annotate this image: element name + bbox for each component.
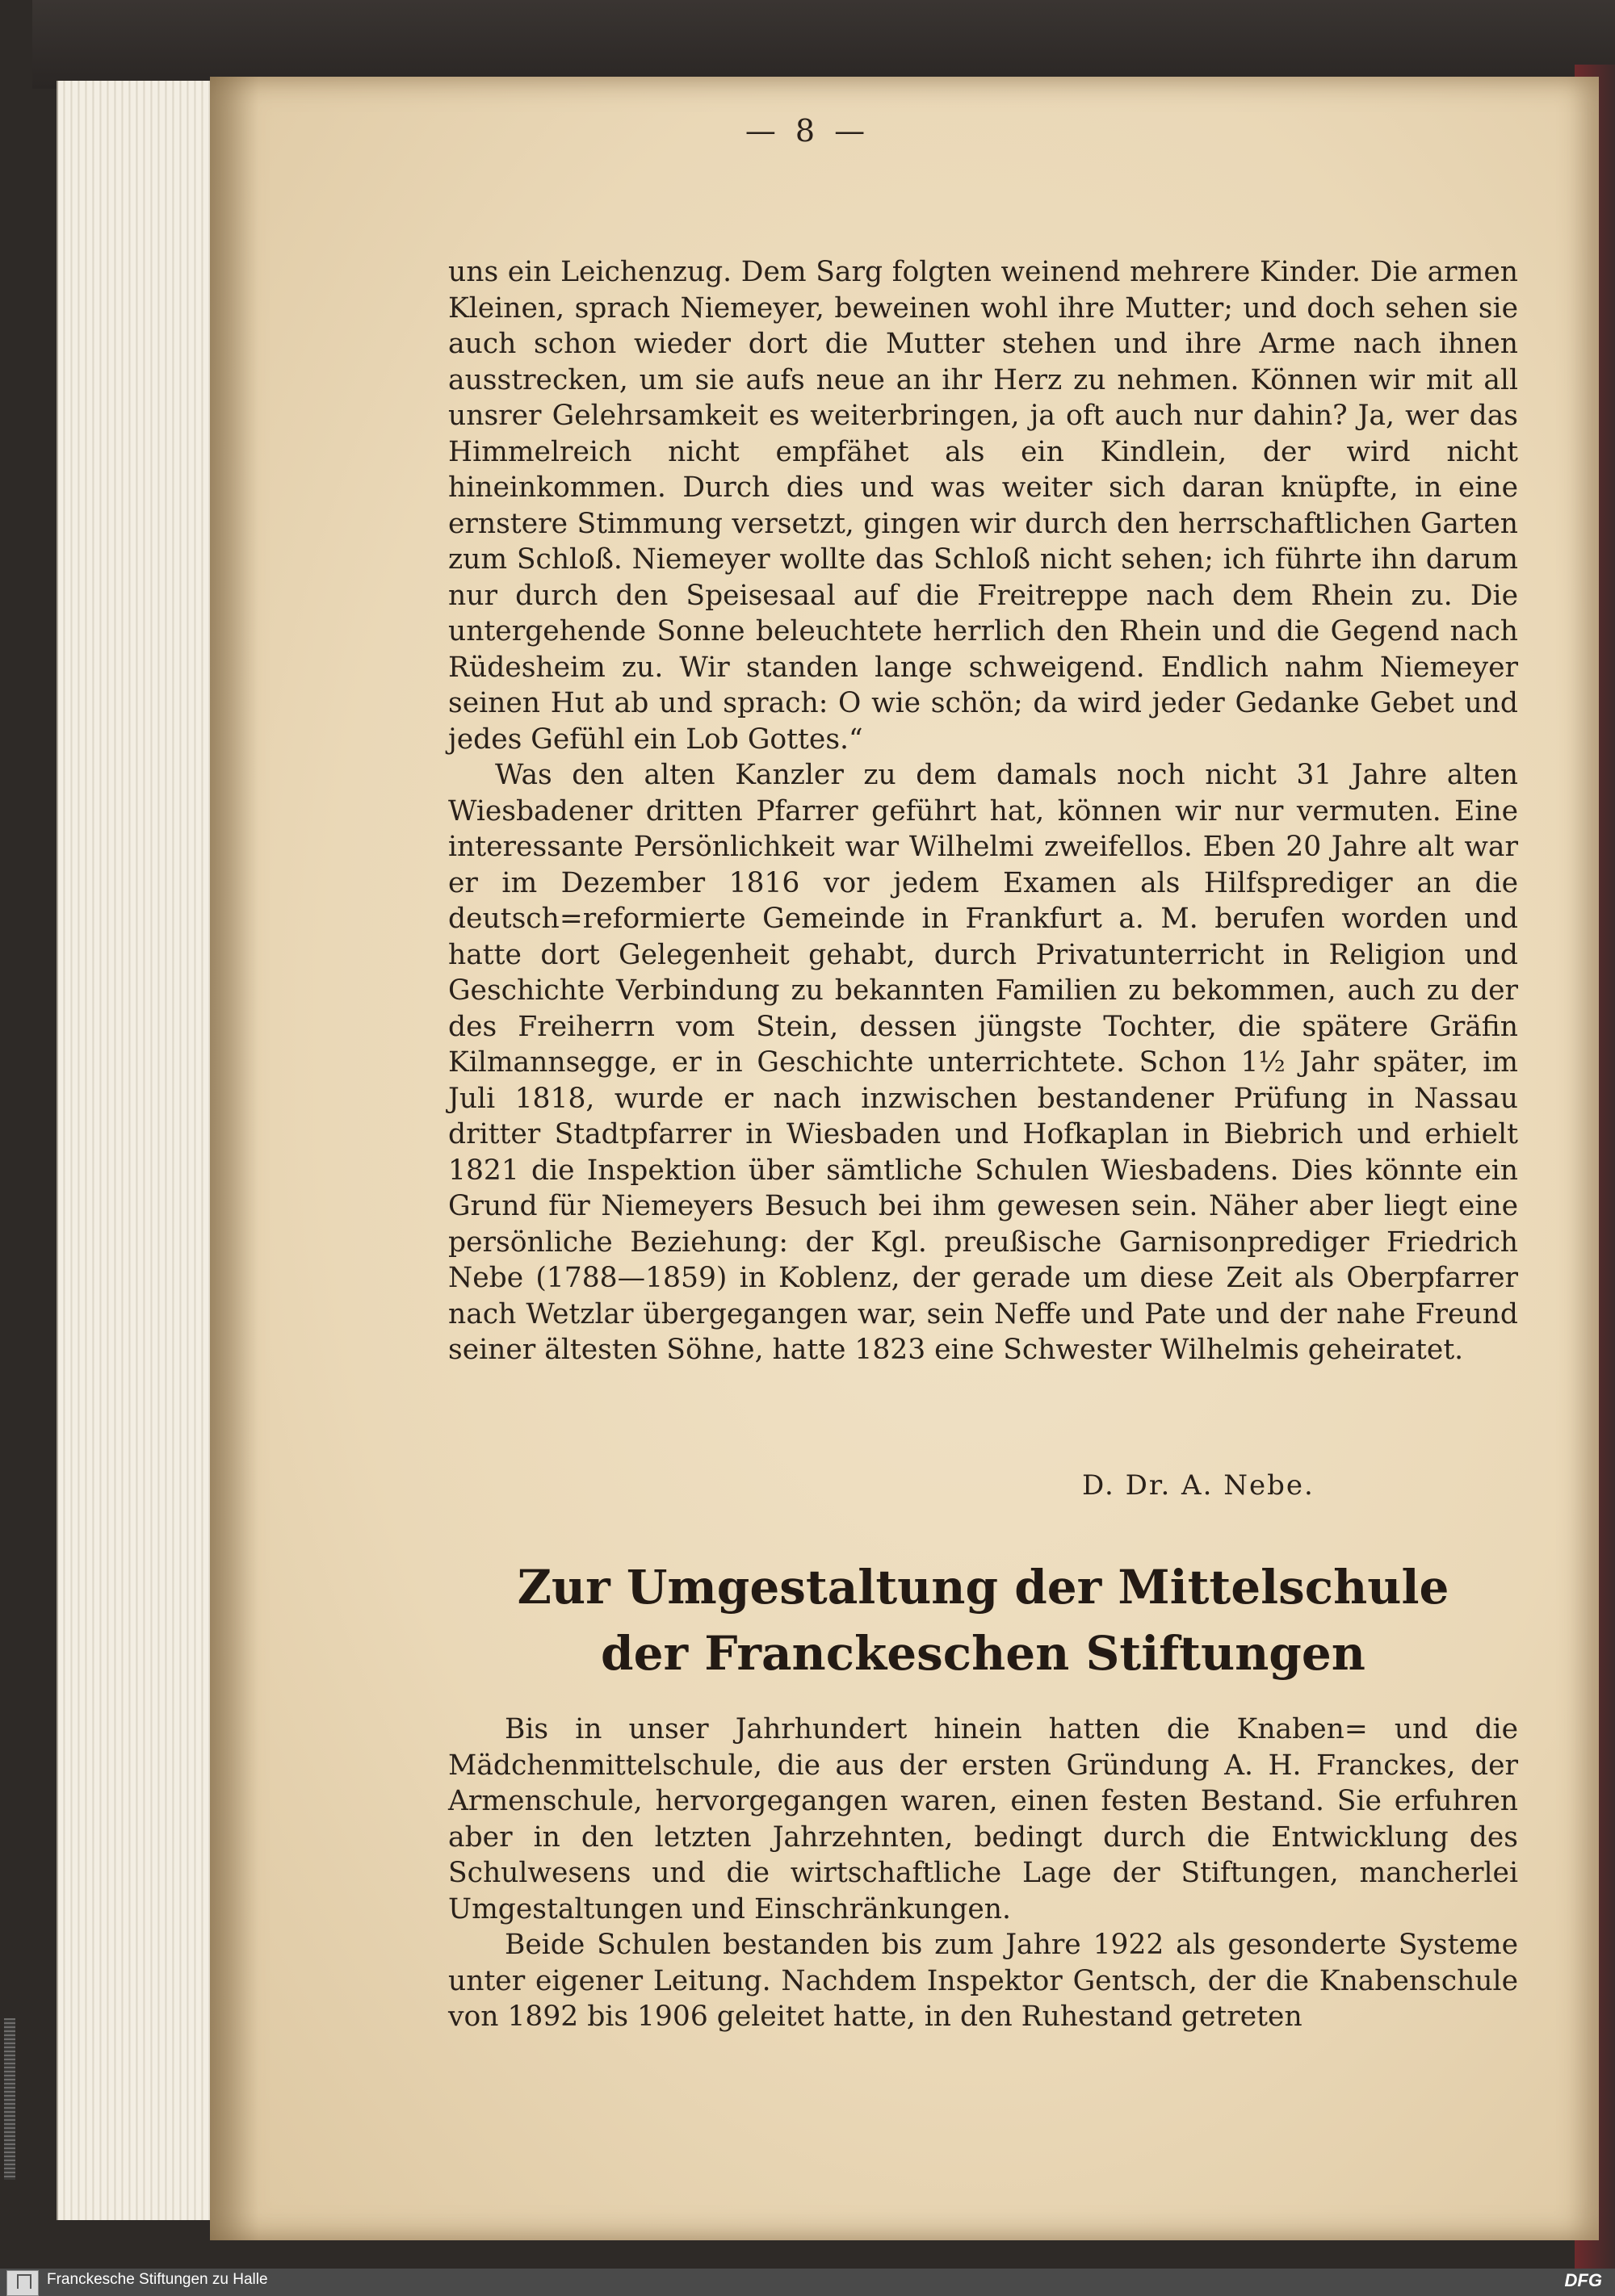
page-number: — 8 — [745, 113, 870, 149]
paragraph-wilhelmi: Was den alten Kanzler zu dem damals noch nicht 31 Jahre alten Wiesbadener dritten Pfarrer geführt hat, können wir nur vermuten. Eine interessante Persönlichkeit war Wilhelmi zweifellos. Eben 20 Jahre alt war er im Dezember 1816 vor jedem Examen als Hilfsprediger an die deutsch=reformierte Gemeinde in Frankfurt a. M. berufen worden und hatte dort Gelegenheit gehabt, durch Privatunterricht in Religion und Geschichte Verbindung zu bekannten Familien zu bekommen, auch zu der des Freiherrn vom Stein, dessen jüngste Tochter, die spätere Gräfin Kilmannsegge, er in Geschichte unterrichtete. Schon 1½ Jahr später, im Juli 1818, wurde er nach inzwischen bestandener Prüfung in Nassau dritter Stadtpfarrer in Wiesbaden und Hofkaplan in Biebrich und erhielt 1821 die Inspektion über sämtliche Schulen Wiesbadens. Dies könnte ein Grund für Niemeyers Besuch bei ihm gewesen sein. Näher aber liegt eine persönliche Beziehung: der Kgl. preußische Garnisonprediger Friedrich Nebe (1788—1859) in Koblenz, der gerade um diese Zeit als Oberpfarrer nach Wetzlar übergegangen war, sein Neffe und Pate und der nahe Freund seiner ältesten Söhne, hatte 1823 eine Schwester Wilhelmis geheiratet. [448, 759, 1518, 1366]
section-paragraph-1: Bis in unser Jahrhundert hinein hatten die Knaben= und die Mädchenmittelschule, die aus der ersten Gründung A. H. Franckes, der Armenschule, hervorgegangen waren, einen festen Bestand. Sie erfuhren aber in den letzten Jahrzehnten, bedingt durch die Entwicklung des Schulwesens und die wirtschaftliche Lage der Stiftungen, mancherlei Umgestaltungen und Einschränkungen. [448, 1713, 1518, 1925]
book-cover-top-edge [32, 0, 1615, 89]
dfg-logo: DFG [1564, 2270, 1602, 2290]
page-edges-stack [57, 81, 228, 2220]
page-gutter-shadow [210, 77, 258, 2240]
institution-name: Franckesche Stiftungen zu Halle [47, 2271, 268, 2288]
article-continuation [448, 254, 1518, 1368]
spine-barcode [4, 2018, 15, 2180]
section-heading-line-1: Zur Umgestaltung der Mittelschule [517, 1560, 1449, 1615]
institution-logo-icon [6, 2270, 39, 2296]
section-heading [448, 1554, 1518, 1686]
section-body [448, 1712, 1518, 2035]
paragraph-quote-ending: uns ein Leichenzug. Dem Sarg folgten weinend mehrere Kinder. Die armen Kleinen, sprach Niemeyer, beweinen wohl ihre Mutter; und doch sehen sie auch schon wieder dort die Mutter stehen und ihre Arme nach ihnen ausstrecken, um sie aufs neue an ihr Herz zu nehmen. Können wir mit all unsrer Gelehrsamkeit es weiterbringen, ja oft auch nur dahin? Ja, wer das Himmelreich nicht empfähet als ein Kindlein, der wird nicht hineinkommen. Durch dies und was weiter sich daran knüpfte, in eine ernstere Stimmung versetzt, gingen wir durch den herrschaftlichen Garten zum Schloß. Niemeyer wollte das Schloß nicht sehen; ich führte ihn darum nur durch den Speisesaal auf die Freitreppe nach dem Rhein zu. Die untergehende Sonne beleuchtete herrlich den Rhein und die Gegend nach Rüdesheim zu. Wir standen lange schweigend. Endlich nahm Niemeyer seinen Hut ab und sprach: O wie schön; da wird jeder Gedanke Gebet und jedes Gefühl ein Lob Gottes.“ [448, 256, 1518, 756]
author-signature: D. Dr. A. Nebe. [1082, 1469, 1315, 1502]
section-paragraph-2: Beide Schulen bestanden bis zum Jahre 1922 als gesonderte Systeme unter eigener Leitung. Nachdem Inspektor Gentsch, der die Knabenschule von 1892 bis 1906 geleitet hatte, in den Ruhestand getreten [448, 1929, 1518, 2033]
section-heading-line-2: der Franckeschen Stiftungen [601, 1626, 1365, 1681]
